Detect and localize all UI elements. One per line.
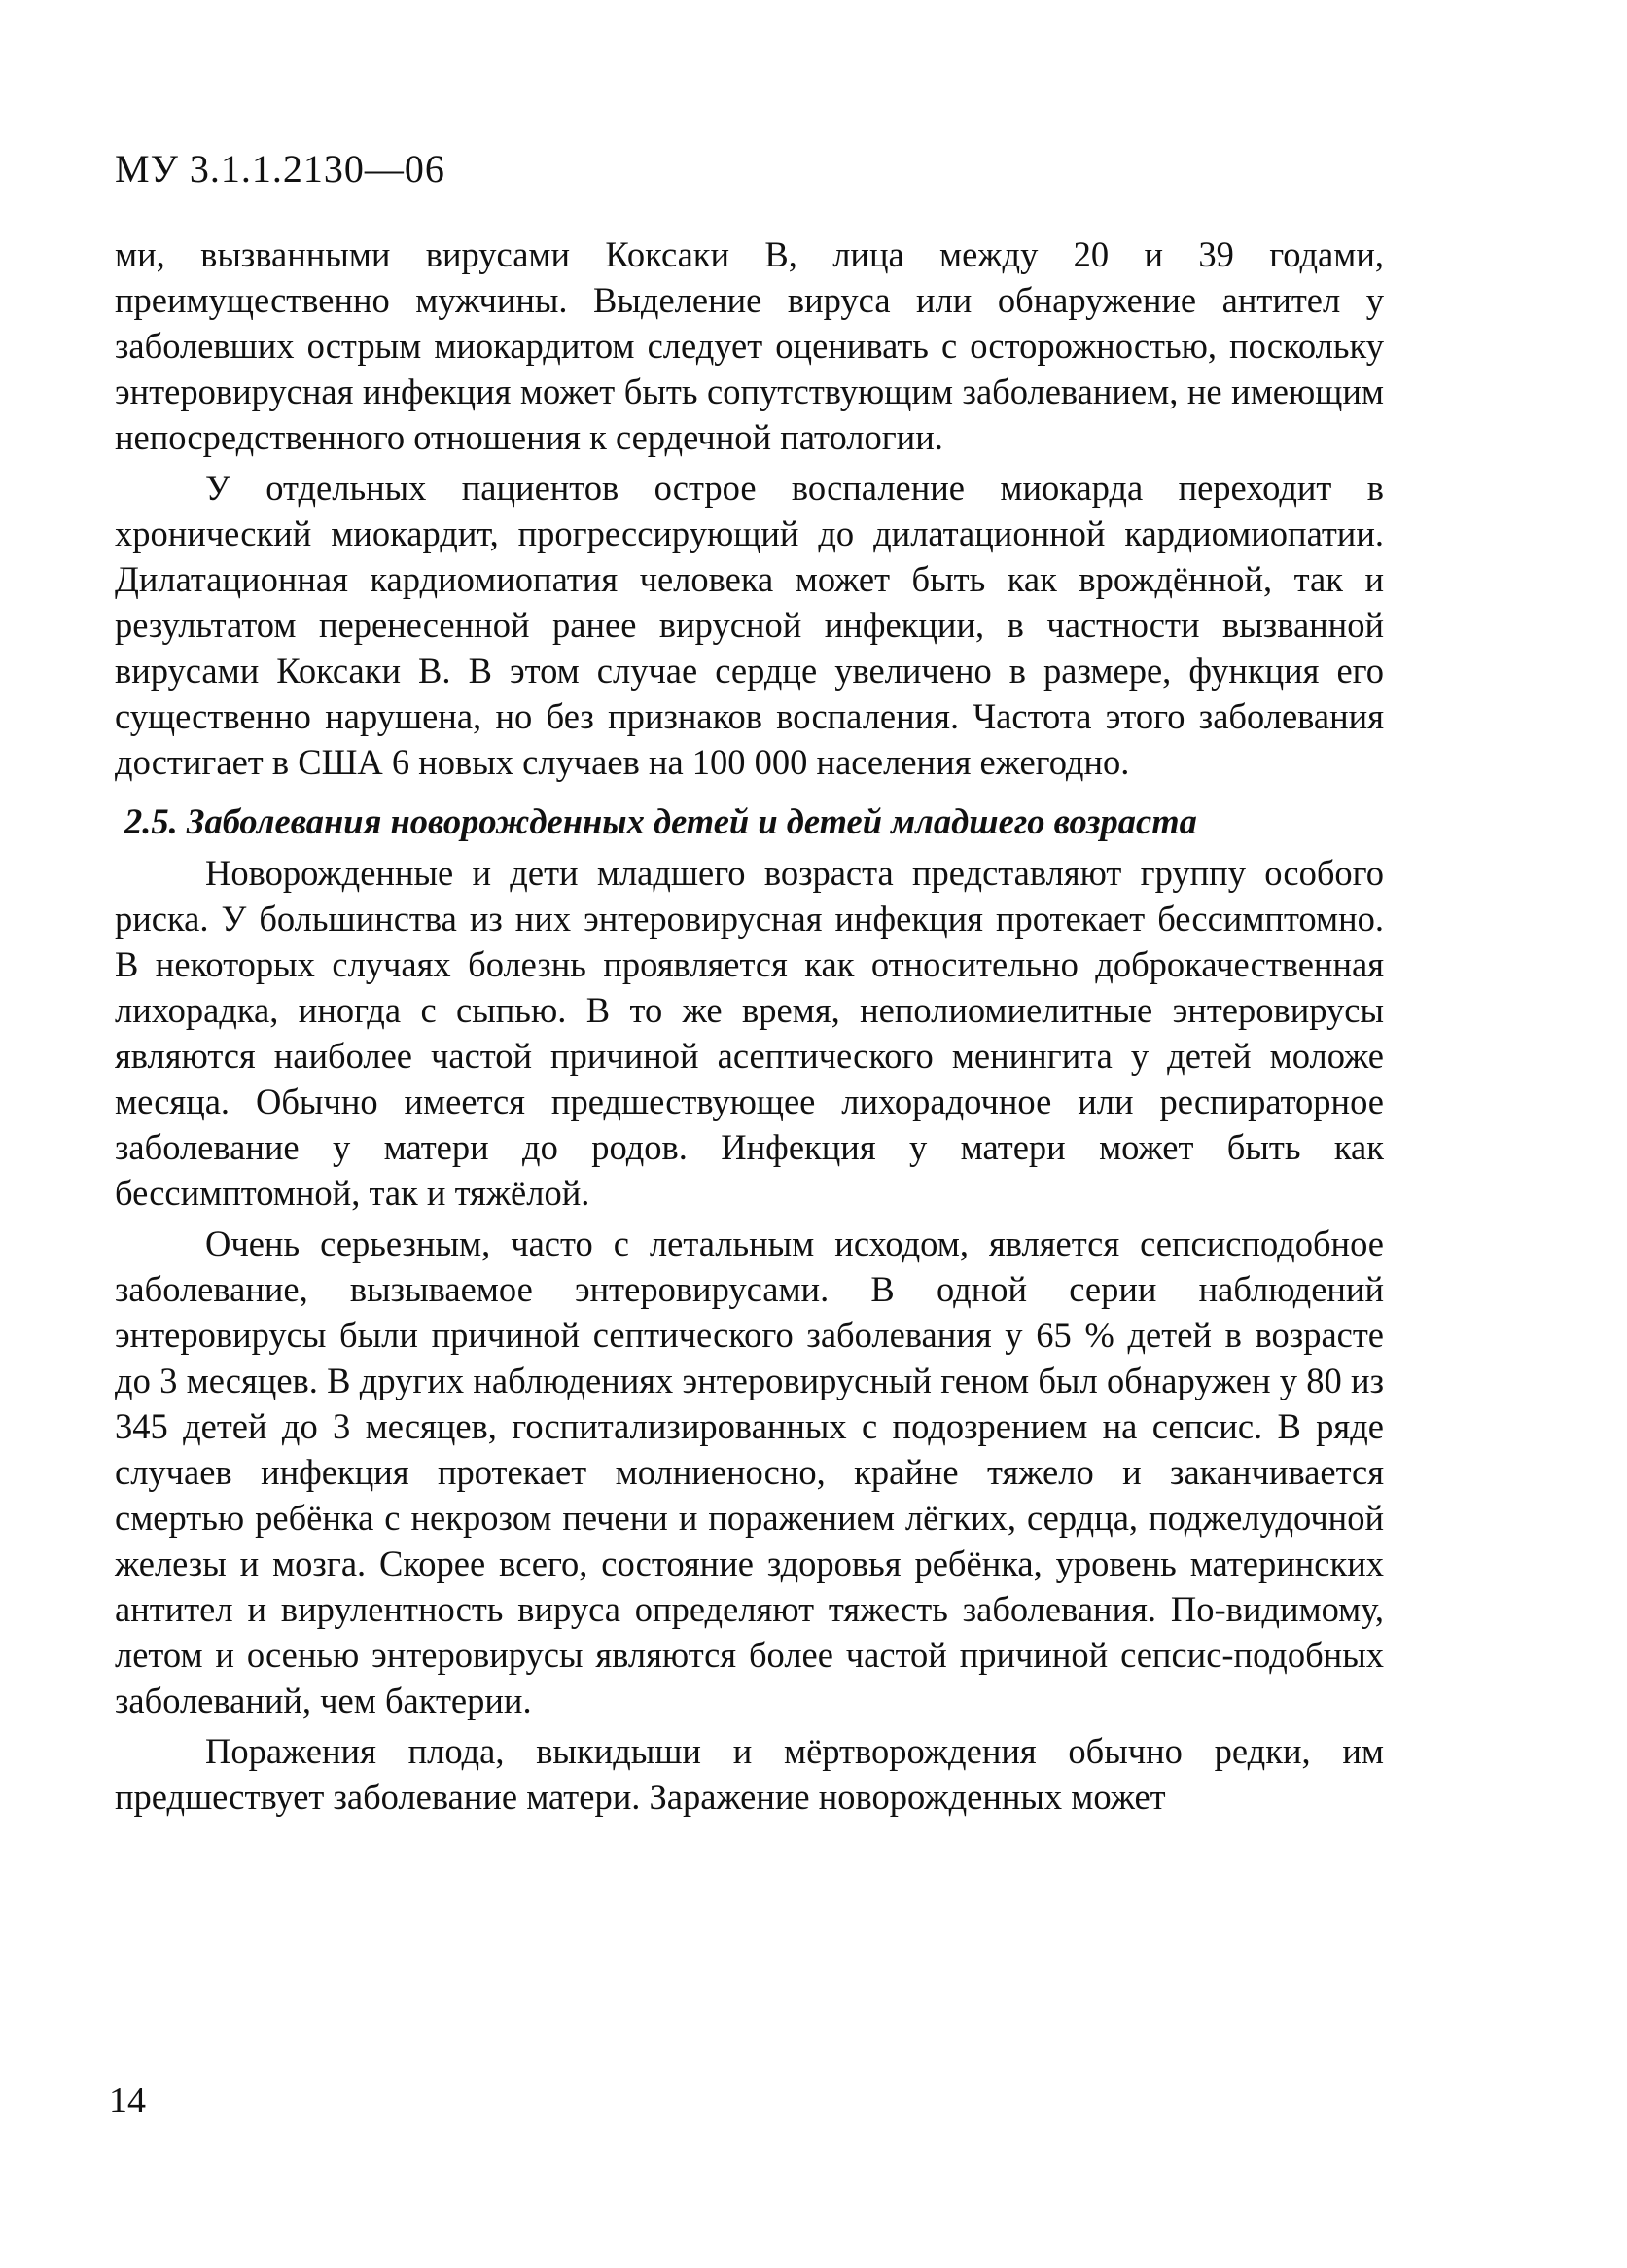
paragraph-fetal-damage: Поражения плода, выкидыши и мёртворождения обычно редки, им предшествует заболевание матери. Заражение новорожденных может bbox=[115, 1731, 1384, 1817]
paragraph-sepsis: Очень серьезным, часто с летальным исходом, является сепсисподобное заболевание, вызываемое энтеровирусами. В одной серии наблюдений энтеровирусы были причиной септического заболевания у 65 % детей в возрасте до 3 месяцев. В других наблюдениях энтеровирусный геном был обнаружен у 80 из 345 детей до 3 месяцев, госпитализированных с подозрением на сепсис. В ряде случаев инфекция протекает молниеносно, крайне тяжело и заканчивается смертью ребёнка с некрозом печени и поражением лёгких, сердца, поджелудочной железы и мозга. Скорее всего, состояние здоровья ребёнка, уровень материнских антител и вирулентность вируса определяют тяжесть заболевания. По-видимому, летом и осенью энтеровирусы являются более частой причиной сепсис-подобных заболеваний, чем бактерии. bbox=[115, 1223, 1384, 1720]
paragraph-newborns: Новорожденные и дети младшего возраста представляют группу особого риска. У большинства из них энтеровирусная инфекция протекает бессимптомно. В некоторых случаях болезнь проявляется как относительно доброкачественная лихорадка, иногда с сыпью. В то же время, неполиомиелитные энтеровирусы являются наиболее частой причиной асептического менингита у детей моложе месяца. Обычно имеется предшествующее лихорадочное или респираторное заболевание у матери до родов. Инфекция у матери может быть как бессимптомной, так и тяжёлой. bbox=[115, 853, 1384, 1213]
body-text bbox=[115, 231, 1384, 1825]
section-heading: 2.5. Заболевания новорожденных детей и детей младшего возраста bbox=[124, 801, 1197, 841]
document-code-header: МУ 3.1.1.2130—06 bbox=[115, 147, 445, 191]
page-number: 14 bbox=[109, 2080, 146, 2121]
paragraph-cardiomyopathy: У отдельных пациентов острое воспаление миокарда переходит в хронический миокардит, прогрессирующий до дилатационной кардиомиопатии. Дилатационная кардиомиопатия человека может быть как врождённой, так и результатом перенесенной ранее вирусной инфекции, в частности вызванной вирусами Коксаки В. В этом случае сердце увеличено в размере, функция его существенно нарушена, но без признаков воспаления. Частота этого заболевания достигает в США 6 новых случаев на 100 000 населения ежегодно. bbox=[115, 468, 1384, 782]
paragraph-continuation: ми, вызванными вирусами Коксаки В, лица между 20 и 39 годами, преимущественно мужчины. Выделение вируса или обнаружение антител у заболевших острым миокардитом следует оценивать с осторожностью, поскольку энтеровирусная инфекция может быть сопутствующим заболеванием, не имеющим непосредственного отношения к сердечной патологии. bbox=[115, 234, 1384, 457]
